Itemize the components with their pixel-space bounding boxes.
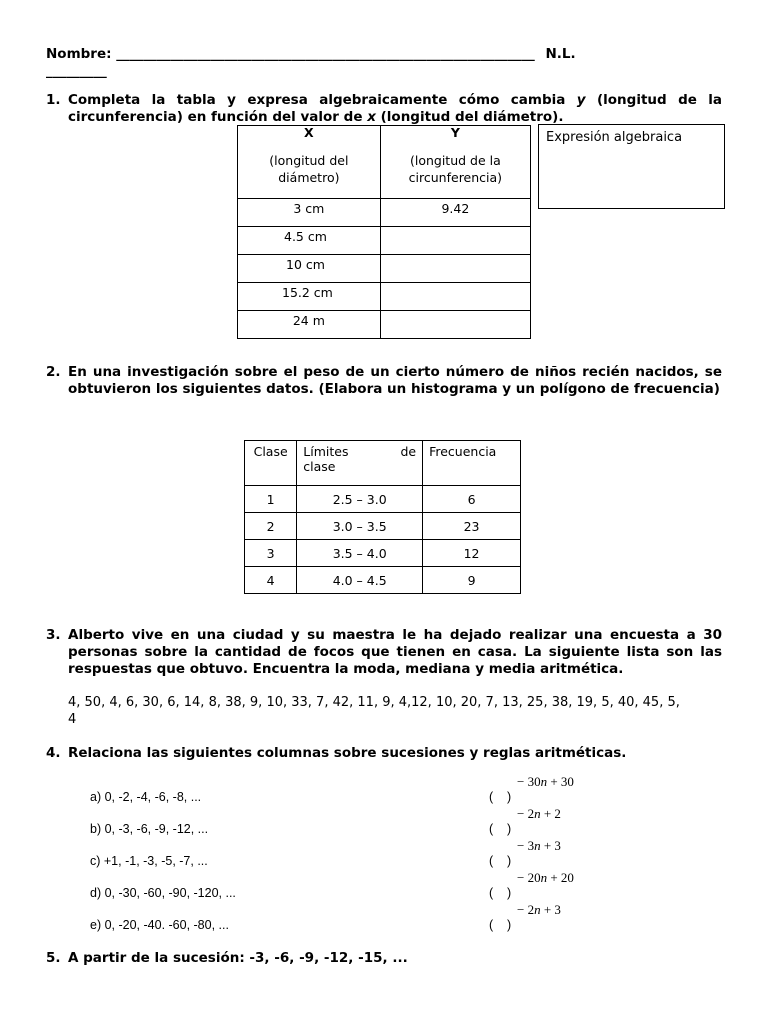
q1-x-cell: 10 cm	[238, 255, 381, 283]
sequence-e: e) 0, -20, -40. -60, -80, ...	[90, 918, 229, 932]
nombre-label: Nombre:	[46, 46, 112, 62]
q2-text: En una investigación sobre el peso de un cierto número de niños recién nacidos, se obtuvieron los siguientes datos. (Elabora un histograma y un polígono de frecuencia)	[68, 364, 722, 397]
q1-text: Completa la tabla y expresa algebraicamente cómo cambia y (longitud de la circunferencia) en función del valor de x (longitud del diámetro).	[68, 92, 723, 125]
nl-blank[interactable]: _________	[46, 63, 107, 79]
q1-y-cell[interactable]	[380, 283, 530, 311]
q2-limites-cell: 3.0 – 3.5	[297, 513, 423, 540]
q2-limites-cell: 2.5 – 3.0	[297, 486, 423, 513]
q1-col-x-header: X (longitud del diámetro)	[238, 126, 381, 199]
answer-paren[interactable]: ( )	[489, 886, 512, 900]
q1-col-y-header: Y (longitud de la circunferencia)	[380, 126, 530, 199]
sequence-a: a) 0, -2, -4, -6, -8, ...	[90, 790, 202, 804]
q1-x-cell: 24 m	[238, 311, 381, 339]
sequence-d: d) 0, -30, -60, -90, -120, ...	[90, 886, 236, 900]
q2-frecuencia-cell: 9	[423, 567, 521, 594]
sequence-b: b) 0, -3, -6, -9, -12, ...	[90, 822, 209, 836]
rule-3: − 3n + 3	[517, 838, 561, 853]
rule-5: − 2n + 3	[517, 902, 561, 917]
q1-table	[237, 125, 531, 339]
q2-clase-cell: 1	[245, 486, 297, 513]
answer-paren[interactable]: ( )	[489, 822, 512, 836]
q1-y-cell[interactable]: 9.42	[380, 199, 530, 227]
answer-paren[interactable]: ( )	[489, 918, 512, 932]
q4-number: 4.	[46, 745, 61, 761]
q1-y-cell[interactable]	[380, 255, 530, 283]
q2-table	[244, 440, 521, 594]
rule-1: − 30n + 30	[517, 774, 574, 789]
q5-text: A partir de la sucesión: -3, -6, -9, -12, -15, ...	[68, 950, 408, 966]
q2-clase-cell: 2	[245, 513, 297, 540]
q3-data-line-1: 4, 50, 4, 6, 30, 6, 14, 8, 38, 9, 10, 33, 7, 42, 11, 9, 4,12, 10, 20, 7, 13, 25, 38, 19, 5, 40, 45, 5,	[68, 695, 680, 710]
answer-paren[interactable]: ( )	[489, 790, 512, 804]
nl-label: N.L.	[545, 46, 576, 62]
nombre-blank[interactable]: ______________________________________________________________	[116, 46, 535, 62]
q2-header-frecuencia: Frecuencia	[423, 441, 521, 486]
q1-x-cell: 3 cm	[238, 199, 381, 227]
expression-box[interactable]	[538, 124, 725, 209]
q2-frecuencia-cell: 12	[423, 540, 521, 567]
q1-number: 1.	[46, 92, 61, 108]
expression-box-label: Expresión algebraica	[546, 130, 683, 145]
q1-y-cell[interactable]	[380, 311, 530, 339]
q2-frecuencia-cell: 6	[423, 486, 521, 513]
q2-header-limites: Límites de clase	[297, 441, 423, 486]
q2-limites-cell: 4.0 – 4.5	[297, 567, 423, 594]
sequence-c: c) +1, -1, -3, -5, -7, ...	[90, 854, 208, 868]
answer-paren[interactable]: ( )	[489, 854, 512, 868]
q2-clase-cell: 3	[245, 540, 297, 567]
q1-y-cell[interactable]	[380, 227, 530, 255]
q3-data-line-2: 4	[68, 712, 77, 727]
q3-number: 3.	[46, 627, 61, 643]
rule-2: − 2n + 2	[517, 806, 561, 821]
q1-x-cell: 15.2 cm	[238, 283, 381, 311]
q2-frecuencia-cell: 23	[423, 513, 521, 540]
name-line	[46, 46, 576, 62]
q2-clase-cell: 4	[245, 567, 297, 594]
q2-limites-cell: 3.5 – 4.0	[297, 540, 423, 567]
q2-number: 2.	[46, 364, 61, 380]
q3-text: Alberto vive en una ciudad y su maestra le ha dejado realizar una encuesta a 30 personas sobre la cantidad de focos que tienen en casa. La siguiente lista son las respuestas que obtuvo. Encuentra la moda, mediana y media aritmética.	[68, 627, 722, 677]
q4-text: Relaciona las siguientes columnas sobre sucesiones y reglas aritméticas.	[68, 745, 627, 761]
rule-4: − 20n + 20	[517, 870, 574, 885]
q2-header-clase: Clase	[245, 441, 297, 486]
q5-number: 5.	[46, 950, 61, 966]
q1-x-cell: 4.5 cm	[238, 227, 381, 255]
